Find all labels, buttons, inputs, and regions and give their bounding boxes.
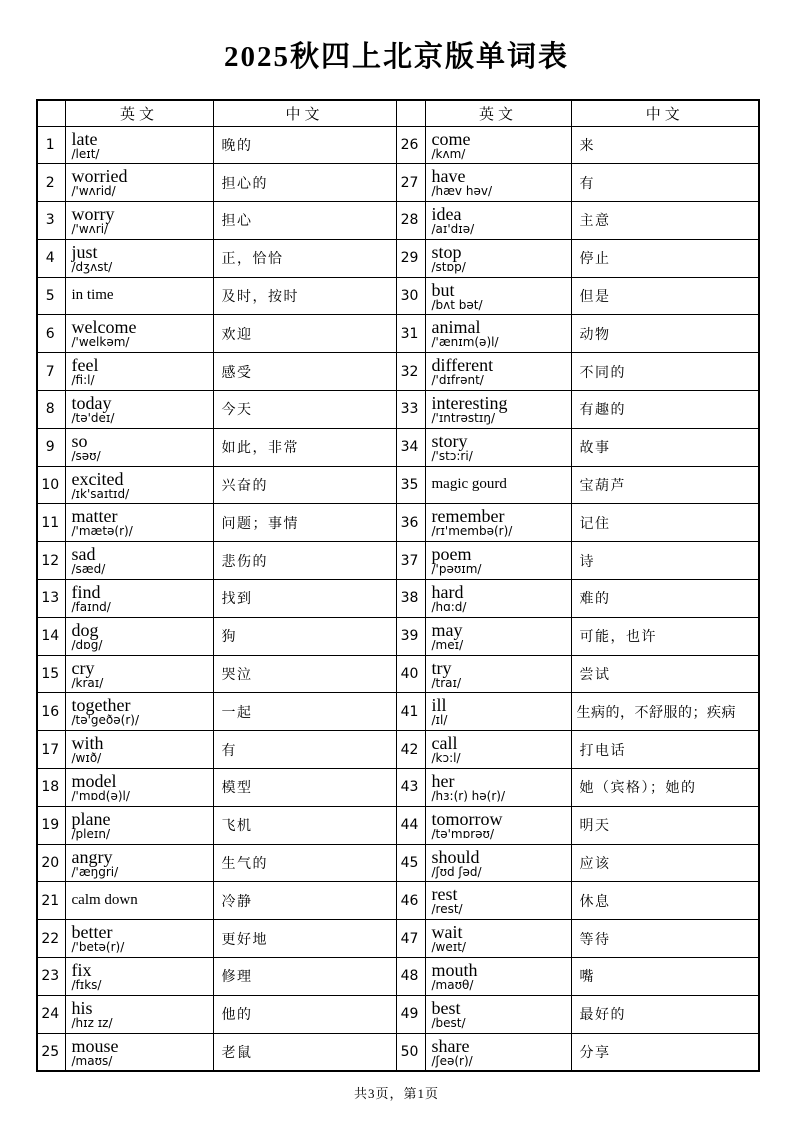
table-row	[37, 806, 759, 844]
chinese-meaning-cell: 担心	[213, 202, 396, 240]
english-word-cell	[425, 580, 571, 618]
row-number: 24	[37, 995, 65, 1033]
table-row	[37, 693, 759, 731]
chinese-meaning-cell: 最好的	[571, 995, 759, 1033]
chinese-meaning-cell: 她（宾格）；她的	[571, 769, 759, 807]
phonetic: /hɑ:d/	[431, 600, 467, 615]
english-word-cell	[425, 315, 571, 353]
english-word-cell	[65, 466, 213, 504]
chinese-meaning-cell: 今天	[213, 391, 396, 429]
chinese-meaning-cell: 一起	[213, 693, 396, 731]
phonetic: /faɪnd/	[71, 600, 111, 615]
header-english-left: 英文	[65, 100, 213, 126]
chinese-meaning-cell: 模型	[213, 769, 396, 807]
english-word: model	[71, 771, 117, 792]
english-word: call	[431, 733, 458, 754]
english-word-cell	[425, 995, 571, 1033]
chinese-meaning-cell: 老鼠	[213, 1033, 396, 1071]
english-word-cell	[65, 769, 213, 807]
english-word: try	[431, 657, 452, 678]
table-row	[37, 958, 759, 996]
table-row	[37, 466, 759, 504]
english-word-cell	[425, 391, 571, 429]
english-word: remember	[431, 506, 505, 527]
english-word-cell	[425, 239, 571, 277]
english-word: plane	[71, 808, 111, 829]
english-word: matter	[71, 506, 118, 527]
phonetic: /rest/	[431, 902, 463, 917]
row-number: 6	[37, 315, 65, 353]
english-word: her	[431, 771, 455, 792]
chinese-meaning-cell: 记住	[571, 504, 759, 542]
english-word-cell	[65, 806, 213, 844]
english-word-cell	[425, 277, 571, 315]
english-word-cell	[425, 731, 571, 769]
phonetic: /'æŋgri/	[71, 864, 119, 879]
english-word: mouse	[71, 1035, 119, 1056]
vocab-table	[36, 99, 760, 1072]
english-word: ill	[431, 695, 447, 716]
row-number: 26	[396, 126, 425, 164]
row-number: 5	[37, 277, 65, 315]
english-word-cell	[65, 277, 213, 315]
phonetic: /'betə(r)/	[71, 940, 125, 955]
english-word: worry	[71, 204, 115, 225]
english-word-cell	[65, 391, 213, 429]
phonetic: /tə'deɪ/	[71, 411, 115, 426]
row-number: 39	[396, 617, 425, 655]
english-word: rest	[431, 884, 458, 905]
chinese-meaning-cell: 有	[213, 731, 396, 769]
table-row	[37, 126, 759, 164]
row-number: 17	[37, 731, 65, 769]
row-number: 34	[396, 428, 425, 466]
english-word-cell	[425, 958, 571, 996]
chinese-meaning-cell: 担心的	[213, 164, 396, 202]
phonetic: /weɪt/	[431, 940, 466, 955]
table-row	[37, 920, 759, 958]
header-chinese-right: 中文	[571, 100, 759, 126]
phonetic: /tə'mɒrəʊ/	[431, 826, 495, 841]
english-word: animal	[431, 317, 481, 338]
english-word: have	[431, 166, 466, 187]
chinese-meaning-cell: 更好地	[213, 920, 396, 958]
row-number: 27	[396, 164, 425, 202]
table-row	[37, 617, 759, 655]
row-number: 10	[37, 466, 65, 504]
row-number: 37	[396, 542, 425, 580]
phonetic: /sæd/	[71, 562, 106, 577]
table-row	[37, 315, 759, 353]
row-number: 49	[396, 995, 425, 1033]
english-word: magic gourd	[431, 476, 507, 493]
english-word: fix	[71, 960, 92, 981]
english-word-cell	[65, 731, 213, 769]
english-word-cell	[65, 920, 213, 958]
chinese-meaning-cell: 他的	[213, 995, 396, 1033]
phonetic: /stɒp/	[431, 259, 466, 274]
row-number: 3	[37, 202, 65, 240]
english-word: worried	[71, 166, 128, 187]
english-word: tomorrow	[431, 808, 503, 829]
phonetic: /'pəʊɪm/	[431, 562, 482, 577]
phonetic: /ɪl/	[431, 713, 448, 728]
chinese-meaning-cell: 难的	[571, 580, 759, 618]
english-word-cell	[65, 617, 213, 655]
phonetic: /leɪt/	[71, 146, 100, 161]
phonetic: /'dɪfrənt/	[431, 373, 484, 388]
row-number: 43	[396, 769, 425, 807]
english-word: mouth	[431, 960, 478, 981]
phonetic: /maʊθ/	[431, 978, 474, 993]
english-word: his	[71, 997, 93, 1018]
english-word: interesting	[431, 393, 508, 414]
english-word: so	[71, 430, 88, 451]
english-word-cell	[425, 164, 571, 202]
phonetic: /kɔ:l/	[431, 751, 461, 766]
english-word-cell	[65, 428, 213, 466]
header-chinese-left: 中文	[213, 100, 396, 126]
english-word-cell	[425, 693, 571, 731]
english-word: but	[431, 279, 455, 300]
english-word-cell	[425, 1033, 571, 1071]
english-word: together	[71, 695, 131, 716]
row-number: 16	[37, 693, 65, 731]
page-footer: 共3页，第1页	[353, 1086, 439, 1101]
chinese-meaning-cell: 及时，按时	[213, 277, 396, 315]
table-row	[37, 542, 759, 580]
chinese-meaning-cell: 修理	[213, 958, 396, 996]
chinese-meaning-cell: 明天	[571, 806, 759, 844]
chinese-meaning-cell: 嘴	[571, 958, 759, 996]
row-number: 50	[396, 1033, 425, 1071]
row-number: 40	[396, 655, 425, 693]
phonetic: /fɪks/	[71, 978, 102, 993]
chinese-meaning-cell: 正，恰恰	[213, 239, 396, 277]
chinese-meaning-cell: 打电话	[571, 731, 759, 769]
chinese-meaning-cell: 悲伤的	[213, 542, 396, 580]
phonetic: /'welkəm/	[71, 335, 130, 350]
chinese-meaning-cell: 应该	[571, 844, 759, 882]
chinese-meaning-cell: 来	[571, 126, 759, 164]
english-word-cell	[425, 769, 571, 807]
chinese-meaning-cell: 等待	[571, 920, 759, 958]
english-word-cell	[425, 920, 571, 958]
chinese-meaning-cell: 尝试	[571, 655, 759, 693]
english-word-cell	[65, 239, 213, 277]
phonetic: /dɒg/	[71, 637, 103, 652]
english-word-cell	[425, 202, 571, 240]
table-row	[37, 655, 759, 693]
phonetic: /wɪð/	[71, 751, 102, 766]
english-word: calm down	[71, 891, 138, 908]
english-word-cell	[425, 428, 571, 466]
english-word: story	[431, 430, 468, 451]
table-row	[37, 995, 759, 1033]
row-number: 22	[37, 920, 65, 958]
chinese-meaning-cell: 兴奋的	[213, 466, 396, 504]
english-word: just	[71, 241, 98, 262]
phonetic: /kʌm/	[431, 146, 466, 161]
english-word: feel	[71, 355, 99, 376]
chinese-meaning-cell: 哭泣	[213, 655, 396, 693]
row-number: 13	[37, 580, 65, 618]
chinese-meaning-cell: 找到	[213, 580, 396, 618]
chinese-meaning-cell: 欢迎	[213, 315, 396, 353]
phonetic: /'stɔ:ri/	[431, 448, 473, 463]
chinese-meaning-cell: 感受	[213, 353, 396, 391]
english-word: cry	[71, 657, 95, 678]
phonetic: /'ænɪm(ə)l/	[431, 335, 499, 350]
phonetic: /hɜ:(r) hə(r)/	[431, 789, 506, 804]
row-number: 32	[396, 353, 425, 391]
chinese-meaning-cell: 生病的，不舒服的；疾病	[571, 693, 759, 731]
row-number: 7	[37, 353, 65, 391]
english-word: hard	[431, 582, 464, 603]
phonetic: /səʊ/	[71, 448, 101, 463]
chinese-meaning-cell: 生气的	[213, 844, 396, 882]
row-number: 28	[396, 202, 425, 240]
phonetic: /ʃʊd ʃəd/	[431, 864, 482, 879]
phonetic: /ʃeə(r)/	[431, 1053, 473, 1068]
header-corner-right	[396, 100, 425, 126]
table-row	[37, 202, 759, 240]
english-word-cell	[65, 882, 213, 920]
row-number: 38	[396, 580, 425, 618]
english-word-cell	[425, 353, 571, 391]
row-number: 2	[37, 164, 65, 202]
english-word: wait	[431, 922, 463, 943]
english-word: poem	[431, 544, 472, 565]
table-row	[37, 580, 759, 618]
english-word: find	[71, 582, 101, 603]
table-row	[37, 731, 759, 769]
english-word: may	[431, 619, 463, 640]
english-word-cell	[65, 995, 213, 1033]
english-word-cell	[65, 958, 213, 996]
phonetic: /rɪ'membə(r)/	[431, 524, 513, 539]
table-row	[37, 277, 759, 315]
english-word-cell	[65, 844, 213, 882]
row-number: 29	[396, 239, 425, 277]
row-number: 41	[396, 693, 425, 731]
english-word-cell	[65, 1033, 213, 1071]
chinese-meaning-cell: 狗	[213, 617, 396, 655]
row-number: 48	[396, 958, 425, 996]
english-word-cell	[425, 617, 571, 655]
row-number: 31	[396, 315, 425, 353]
chinese-meaning-cell: 如此，非常	[213, 428, 396, 466]
english-word-cell	[425, 126, 571, 164]
table-row	[37, 1033, 759, 1071]
english-word: stop	[431, 241, 462, 262]
english-word: should	[431, 846, 480, 867]
phonetic: /hɪz ɪz/	[71, 1015, 113, 1030]
english-word: with	[71, 733, 104, 754]
row-number: 9	[37, 428, 65, 466]
english-word-cell	[425, 882, 571, 920]
row-number: 14	[37, 617, 65, 655]
phonetic: /meɪ/	[431, 637, 464, 652]
phonetic: /dʒʌst/	[71, 259, 113, 274]
english-word: dog	[71, 619, 99, 640]
row-number: 11	[37, 504, 65, 542]
phonetic: /maʊs/	[71, 1053, 113, 1068]
row-number: 25	[37, 1033, 65, 1071]
phonetic: /'mætə(r)/	[71, 524, 133, 539]
row-number: 20	[37, 844, 65, 882]
table-row	[37, 504, 759, 542]
header-row	[37, 100, 759, 126]
row-number: 36	[396, 504, 425, 542]
chinese-meaning-cell: 分享	[571, 1033, 759, 1071]
phonetic: /hæv həv/	[431, 184, 492, 199]
english-word-cell	[65, 693, 213, 731]
row-number: 15	[37, 655, 65, 693]
english-word: sad	[71, 544, 96, 565]
english-word-cell	[425, 542, 571, 580]
english-word-cell	[65, 580, 213, 618]
chinese-meaning-cell: 可能，也许	[571, 617, 759, 655]
english-word: come	[431, 128, 471, 149]
phonetic: /kraɪ/	[71, 675, 104, 690]
english-word-cell	[65, 126, 213, 164]
row-number: 21	[37, 882, 65, 920]
chinese-meaning-cell: 但是	[571, 277, 759, 315]
chinese-meaning-cell: 主意	[571, 202, 759, 240]
row-number: 4	[37, 239, 65, 277]
phonetic: /'wʌri/	[71, 222, 109, 237]
phonetic: /tə'geðə(r)/	[71, 713, 139, 728]
chinese-meaning-cell: 停止	[571, 239, 759, 277]
row-number: 1	[37, 126, 65, 164]
english-word-cell	[65, 353, 213, 391]
chinese-meaning-cell: 不同的	[571, 353, 759, 391]
phonetic: /best/	[431, 1015, 466, 1030]
english-word-cell	[65, 655, 213, 693]
chinese-meaning-cell: 飞机	[213, 806, 396, 844]
english-word-cell	[425, 466, 571, 504]
phonetic: /fi:l/	[71, 373, 95, 388]
header-english-right: 英文	[425, 100, 571, 126]
row-number: 47	[396, 920, 425, 958]
phonetic: /ɪk'saɪtɪd/	[71, 486, 130, 501]
english-word-cell	[65, 202, 213, 240]
chinese-meaning-cell: 动物	[571, 315, 759, 353]
row-number: 42	[396, 731, 425, 769]
chinese-meaning-cell: 问题；事情	[213, 504, 396, 542]
table-row	[37, 769, 759, 807]
english-word: better	[71, 922, 113, 943]
row-number: 46	[396, 882, 425, 920]
english-word-cell	[65, 164, 213, 202]
page-title: 2025秋四上北京版单词表	[223, 41, 569, 73]
row-number: 44	[396, 806, 425, 844]
phonetic: /'ɪntrəstɪŋ/	[431, 411, 495, 426]
row-number: 33	[396, 391, 425, 429]
chinese-meaning-cell: 冷静	[213, 882, 396, 920]
row-number: 23	[37, 958, 65, 996]
table-row	[37, 164, 759, 202]
chinese-meaning-cell: 故事	[571, 428, 759, 466]
english-word: different	[431, 355, 494, 376]
english-word-cell	[425, 806, 571, 844]
row-number: 18	[37, 769, 65, 807]
english-word-cell	[65, 504, 213, 542]
row-number: 30	[396, 277, 425, 315]
phonetic: /'wʌrid/	[71, 184, 116, 199]
english-word-cell	[425, 655, 571, 693]
english-word: best	[431, 997, 461, 1018]
row-number: 45	[396, 844, 425, 882]
row-number: 19	[37, 806, 65, 844]
phonetic: /bʌt bət/	[431, 297, 483, 312]
table-row	[37, 428, 759, 466]
phonetic: /pleɪn/	[71, 826, 110, 841]
english-word: share	[431, 1035, 470, 1056]
table-row	[37, 391, 759, 429]
english-word: late	[71, 128, 98, 149]
phonetic: /traɪ/	[431, 675, 462, 690]
chinese-meaning-cell: 有	[571, 164, 759, 202]
english-word: excited	[71, 468, 124, 489]
english-word-cell	[425, 504, 571, 542]
chinese-meaning-cell: 有趣的	[571, 391, 759, 429]
table-row	[37, 882, 759, 920]
row-number: 12	[37, 542, 65, 580]
english-word-cell	[65, 315, 213, 353]
english-word: in time	[71, 287, 114, 304]
table-row	[37, 844, 759, 882]
row-number: 35	[396, 466, 425, 504]
english-word: welcome	[71, 317, 137, 338]
chinese-meaning-cell: 诗	[571, 542, 759, 580]
table-row	[37, 239, 759, 277]
chinese-meaning-cell: 晚的	[213, 126, 396, 164]
header-corner-left	[37, 100, 65, 126]
english-word: angry	[71, 846, 113, 867]
english-word: today	[71, 393, 112, 414]
english-word-cell	[65, 542, 213, 580]
row-number: 8	[37, 391, 65, 429]
phonetic: /aɪ'dɪə/	[431, 222, 475, 237]
english-word: idea	[431, 204, 462, 225]
english-word-cell	[425, 844, 571, 882]
chinese-meaning-cell: 休息	[571, 882, 759, 920]
chinese-meaning-cell: 宝葫芦	[571, 466, 759, 504]
table-row	[37, 353, 759, 391]
phonetic: /'mɒd(ə)l/	[71, 789, 130, 804]
